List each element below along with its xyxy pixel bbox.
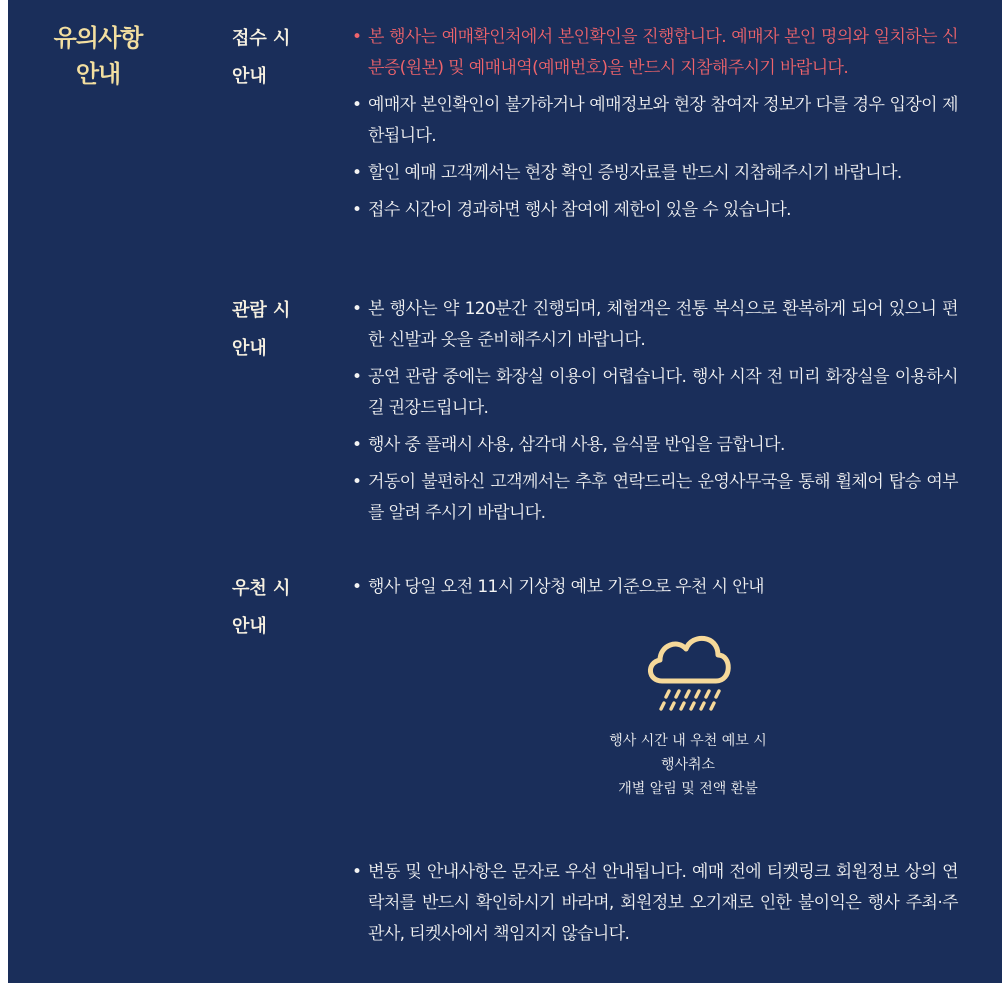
section-label-viewing [232,292,322,368]
rain-notice-line: 개별 알림 및 전액 환불 [618,781,758,797]
rain-cloud-icon [640,625,736,711]
section-label-line-1: 관람 시 [232,300,291,321]
list-item [350,362,958,424]
item-text: 예매자 본인확인이 불가하거나 예매정보와 현장 참여자 정보가 다를 경우 입장이 제한됩니다. [368,95,958,146]
bullet: • [352,472,362,492]
section-items-viewing [350,294,958,535]
bullet: • [352,200,362,220]
notice-heading-line-2: 안내 [75,59,121,88]
item-text: 접수 시간이 경과하면 행사 참여에 제한이 있을 수 있습니다. [368,200,791,220]
section-label-line-2: 안내 [232,66,267,87]
item-text: 거동이 불편하신 고객께서는 추후 연락드리는 운영사무국을 통해 휠체어 탑승 여부를 알려 주시기 바랍니다. [368,472,958,523]
bullet: • [352,367,362,387]
section-label-reception [232,20,322,96]
list-item [350,22,958,84]
bullet: • [352,95,362,115]
item-text: 할인 예매 고객께서는 현장 확인 증빙자료를 반드시 지참해주시기 바랍니다. [368,163,902,183]
list-item [350,572,958,603]
section-items-reception [350,22,958,232]
section-label-line-1: 우천 시 [232,578,291,599]
list-item [350,90,958,152]
bullet: • [352,163,362,183]
list-item [350,430,958,461]
section-items-rain-after [350,857,958,956]
bullet: • [352,577,362,597]
list-item [350,195,958,226]
notice-panel [8,0,1002,983]
item-text: 행사 중 플래시 사용, 삼각대 사용, 음식물 반입을 금합니다. [368,435,785,455]
list-item [350,857,958,950]
section-items-rain [350,572,958,609]
item-text: 공연 관람 중에는 화장실 이용이 어렵습니다. 행사 시작 전 미리 화장실을 이용하시길 권장드립니다. [368,367,958,418]
section-label-line-1: 접수 시 [232,28,291,49]
list-item [350,467,958,529]
item-text: 본 행사는 예매확인처에서 본인확인을 진행합니다. 예매자 본인 명의와 일치하는 신분증(원본) 및 예매내역(예매번호)을 반드시 지참해주시기 바랍니다. [368,27,958,78]
list-item [350,158,958,189]
section-label-rain [232,570,322,646]
notice-heading-line-1: 유의사항 [53,23,143,52]
notice-heading [38,20,158,92]
list-item [350,294,958,356]
bullet: • [352,435,362,455]
rain-notice [488,625,888,801]
bullet: • [352,299,362,319]
section-label-line-2: 안내 [232,338,267,359]
bullet: • [352,27,362,47]
item-text: 행사 당일 오전 11시 기상청 예보 기준으로 우천 시 안내 [368,577,764,597]
bullet: • [352,862,362,882]
item-text: 본 행사는 약 120분간 진행되며, 체험객은 전통 복식으로 환복하게 되어 있으니 편한 신발과 옷을 준비해주시기 바랍니다. [368,299,958,350]
rain-notice-line: 행사 시간 내 우천 예보 시 [609,733,767,749]
rain-notice-line: 행사취소 [660,757,716,773]
section-label-line-2: 안내 [232,616,267,637]
item-text: 변동 및 안내사항은 문자로 우선 안내됩니다. 예매 전에 티켓링크 회원정보 상의 연락처를 반드시 확인하시기 바라며, 회원정보 오기재로 인한 불이익은 행사 주최·주관사, 티켓사에서 책임지지 않습니다. [368,862,958,944]
